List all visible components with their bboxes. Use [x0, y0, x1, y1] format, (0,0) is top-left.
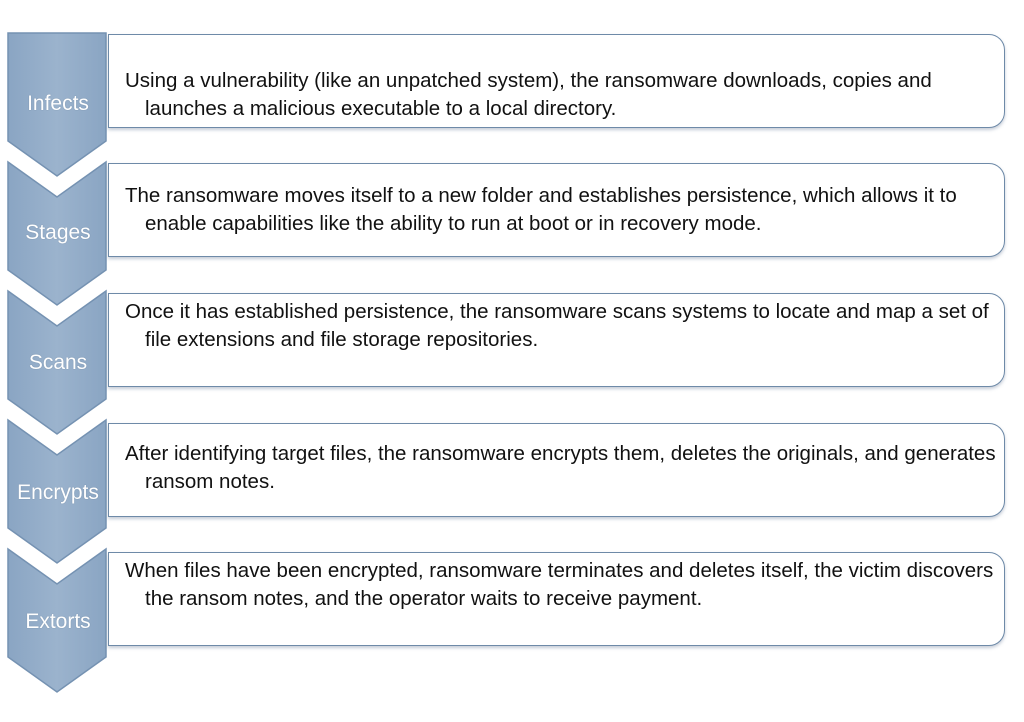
step-2-box: [108, 163, 1005, 257]
step-2-label: Stages: [25, 221, 91, 244]
step-1-label: Infects: [27, 92, 89, 115]
step-3-label: Scans: [28, 351, 88, 374]
step-1-description: Using a vulnerability (like an unpatched system), the ransomware downloads, copies and launches a malicious executable to a local directory.: [125, 69, 932, 120]
step-5-description: When files have been encrypted, ransomware terminates and deletes itself, the victim discovers the ransom notes, and the operator waits to receive payment.: [125, 559, 994, 610]
step-1-box: [108, 34, 1005, 128]
step-3-box: [108, 293, 1005, 387]
step-4-description: After identifying target files, the ransomware encrypts them, deletes the originals, and generates ransom notes.: [125, 442, 996, 493]
step-4-label: Encrypts: [17, 481, 99, 504]
step-3-description: Once it has established persistence, the ransomware scans systems to locate and map a set of file extensions and file storage repositories.: [125, 300, 989, 351]
step-5-label: Extorts: [25, 610, 91, 633]
step-4-box: [108, 423, 1005, 517]
step-2-description: The ransomware moves itself to a new folder and establishes persistence, which allows it to enable capabilities like the ability to run at boot or in recovery mode.: [125, 184, 957, 235]
step-5-box: [108, 552, 1005, 646]
